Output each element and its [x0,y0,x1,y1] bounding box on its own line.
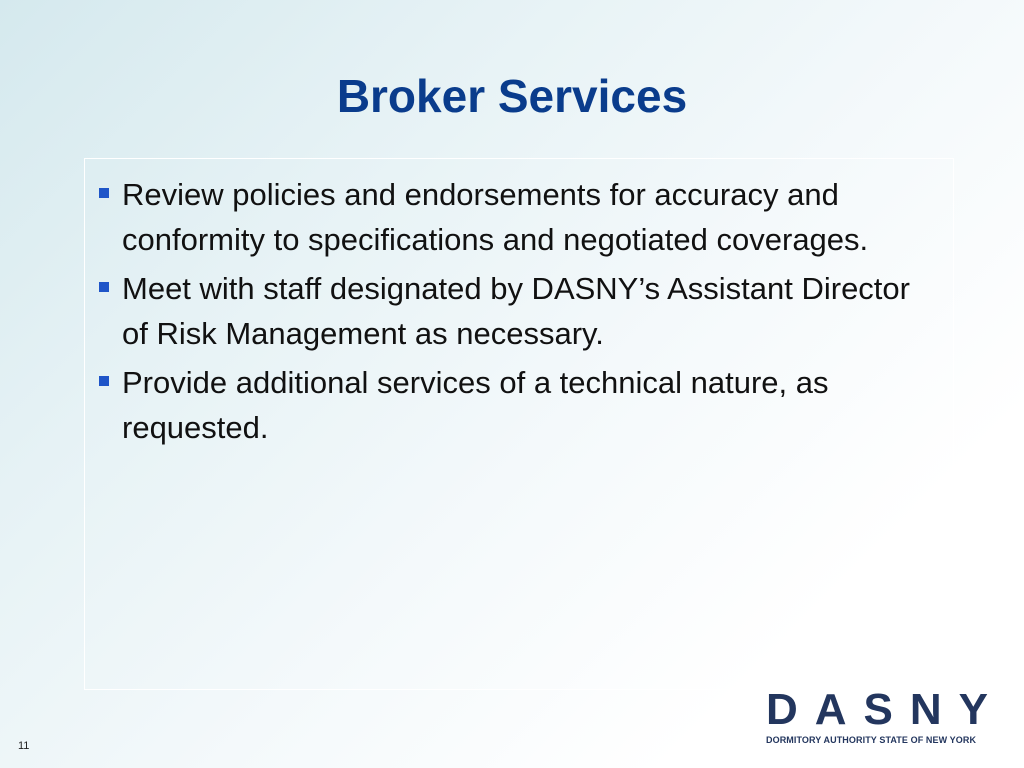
logo-tagline: DORMITORY AUTHORITY STATE OF NEW YORK [766,735,977,745]
slide-title: Broker Services [336,70,688,122]
logo-wordmark: DASNY [766,685,1006,734]
square-bullet-icon [99,376,109,386]
bullet-text: Review policies and endorsements for accuracy and conformity to specifications and negotiated coverages. [122,177,869,257]
square-bullet-icon [99,188,109,198]
dasny-logo [766,685,1006,748]
list-item [96,360,941,450]
slide-number: 11 [18,740,30,752]
square-bullet-icon [99,282,109,292]
bullet-text: Meet with staff designated by DASNY’s Assistant Director of Risk Management as necessary. [122,271,910,351]
bullet-list [96,172,941,454]
list-item [96,266,941,356]
bullet-text: Provide additional services of a technical nature, as requested. [122,365,829,445]
list-item [96,172,941,262]
